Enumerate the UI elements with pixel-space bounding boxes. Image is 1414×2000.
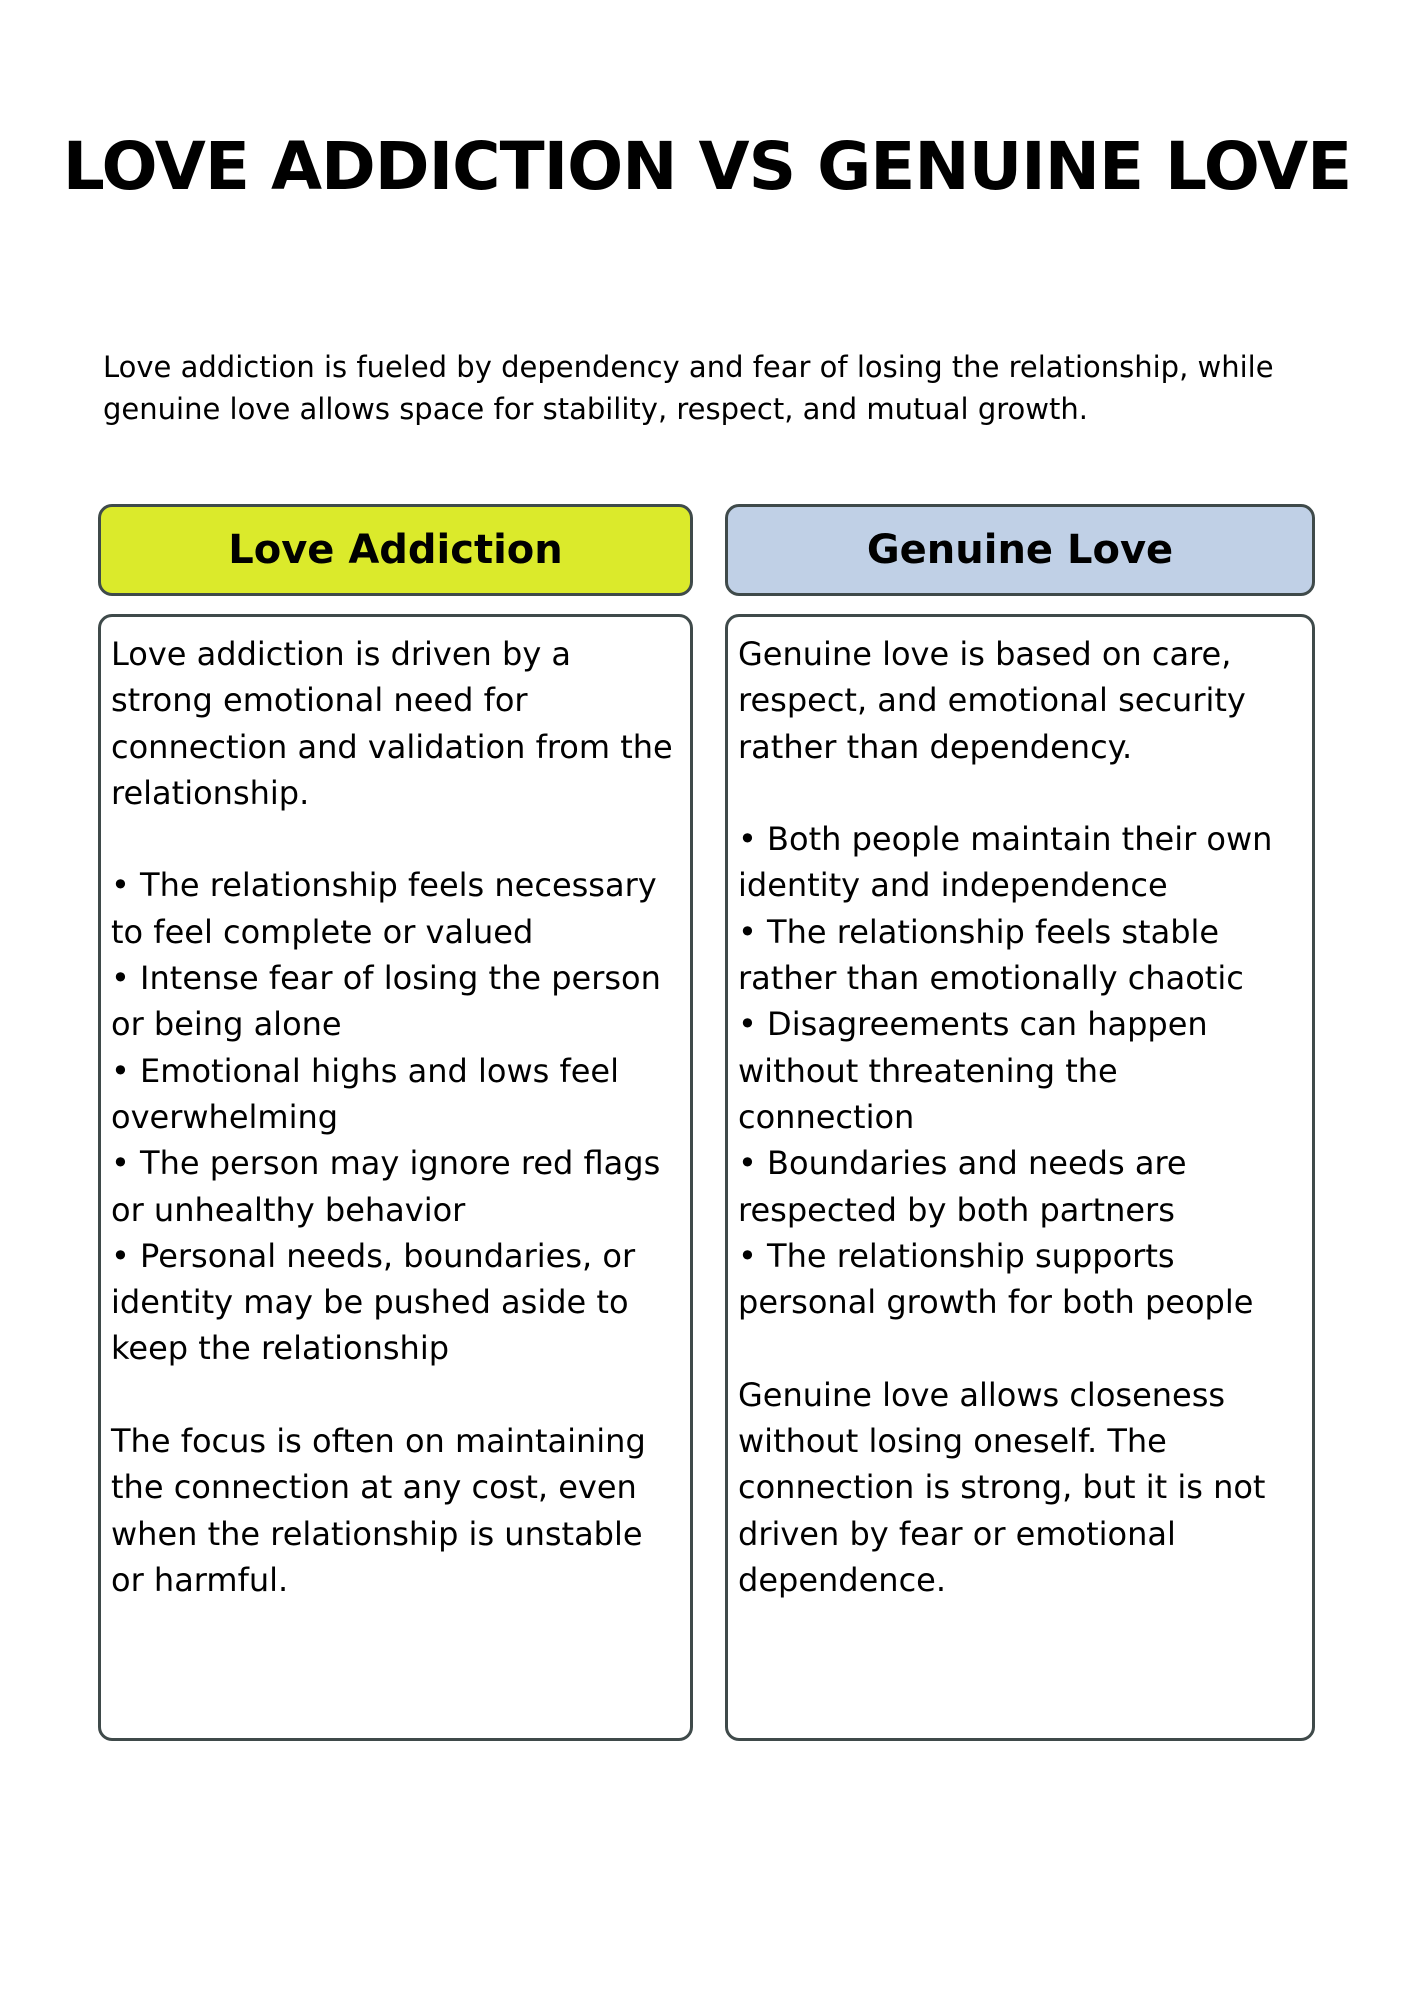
panel-conclusion: The focus is often on maintaining the connection at any cost, even when the relationship is unstable or harmful. bbox=[111, 1422, 646, 1599]
panel-intro: Love addiction is driven by a strong emotional need for connection and validation from the relationship. bbox=[111, 635, 673, 812]
bullet-item: • Intense fear of losing the person or being alone bbox=[111, 959, 661, 1044]
bullet-item: • Emotional highs and lows feel overwhelming bbox=[111, 1051, 619, 1136]
bullet-item: • The relationship feels necessary to feel complete or valued bbox=[111, 866, 657, 951]
page-title: LOVE ADDICTION VS GENUINE LOVE bbox=[62, 128, 1352, 205]
bullet-item: • The relationship feels stable rather than emotionally chaotic bbox=[738, 912, 1244, 998]
panel-intro: Genuine love is based on care, respect, and emotional security rather than dependency. bbox=[738, 635, 1246, 766]
bullet-item: • Disagreements can happen without threatening the connection bbox=[738, 1005, 1208, 1136]
panel-conclusion: Genuine love allows closeness without losing oneself. The connection is strong, but it is not driven by fear or emotional dependence. bbox=[738, 1375, 1266, 1599]
genuine-love-header: Genuine Love bbox=[725, 504, 1315, 596]
genuine-love-panel bbox=[725, 614, 1315, 1741]
bullet-item: • The relationship supports personal growth for both people bbox=[738, 1236, 1254, 1322]
bullet-item: • Personal needs, boundaries, or identity may be pushed aside to keep the relationship bbox=[111, 1236, 636, 1368]
love-addiction-header: Love Addiction bbox=[98, 504, 693, 596]
bullet-item: • The person may ignore red flags or unhealthy behavior bbox=[111, 1144, 661, 1229]
love-addiction-panel bbox=[98, 614, 693, 1741]
intro-text: Love addiction is fueled by dependency and fear of losing the relationship, while genuine love allows space for stability, respect, and mutual growth. bbox=[103, 350, 1274, 426]
bullet-item: • Boundaries and needs are respected by both partners bbox=[738, 1144, 1187, 1229]
bullet-item: • Both people maintain their own identity and independence bbox=[738, 820, 1273, 905]
